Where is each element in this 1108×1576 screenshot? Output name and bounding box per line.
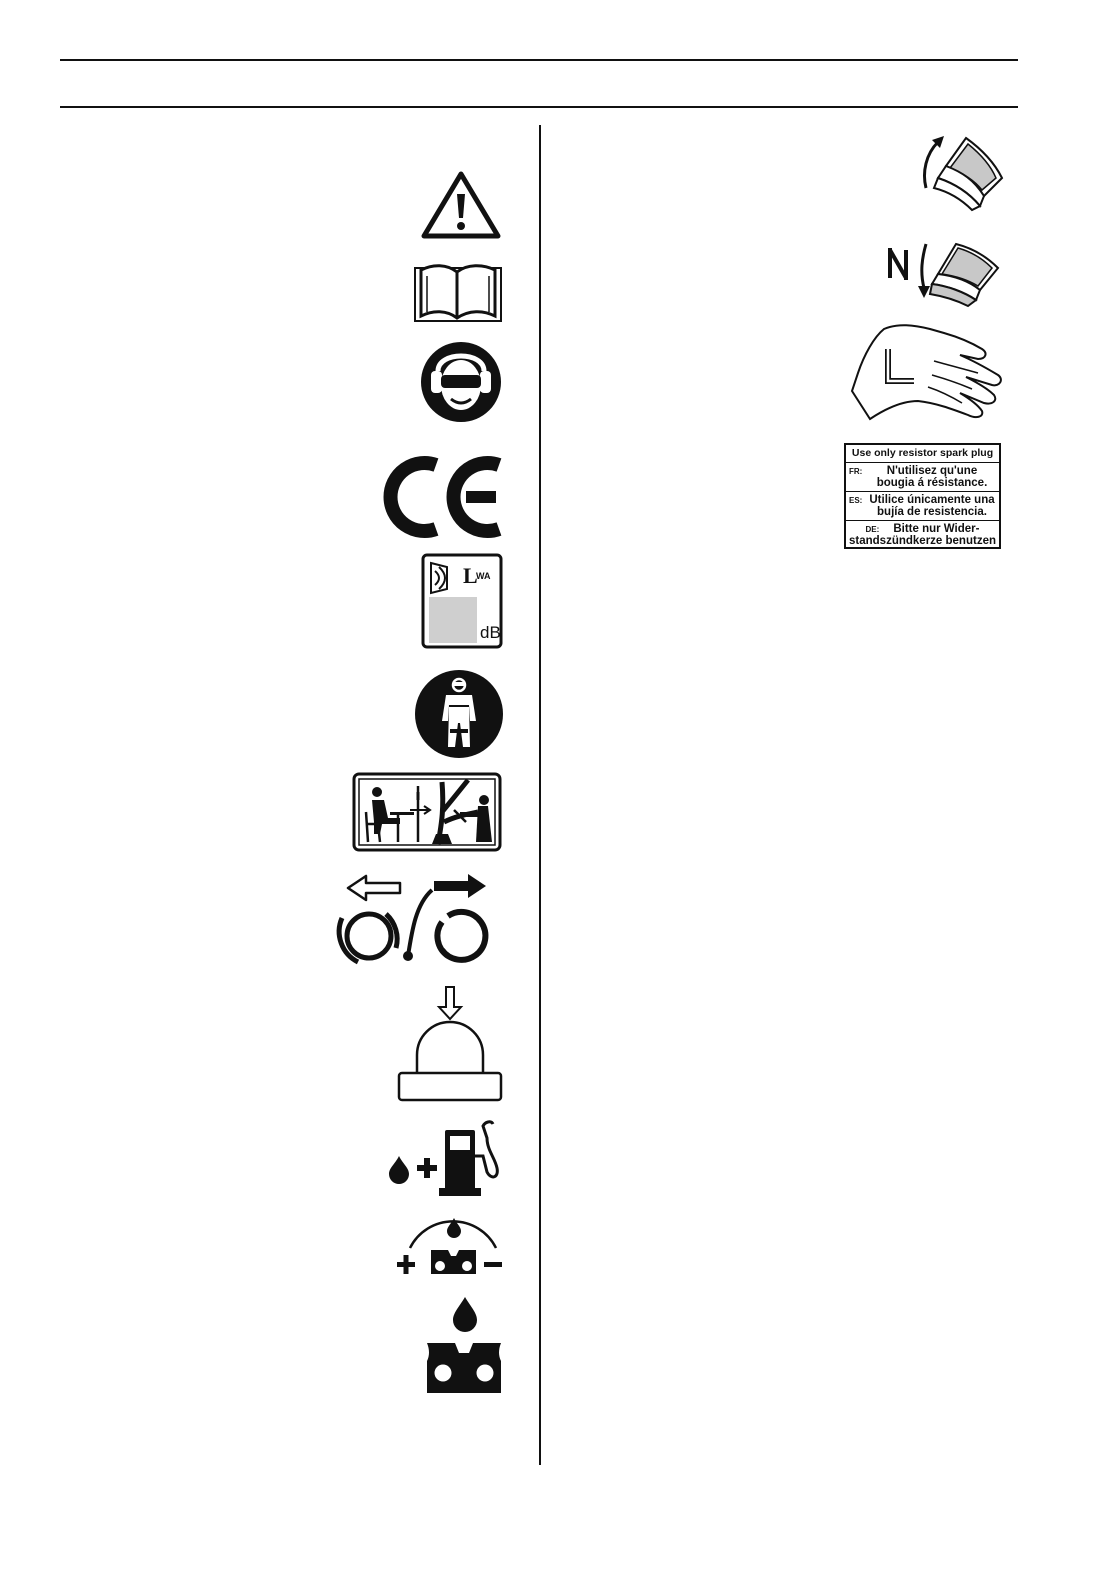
ce-mark-icon: [380, 455, 504, 539]
language-code: FR:: [849, 467, 863, 477]
chain-oil-adjust-icon: [394, 1208, 504, 1278]
spark-plug-label-row-es: [846, 492, 999, 521]
noise-level-icon: [421, 553, 503, 649]
fuel-oil-mixture-icon: [387, 1116, 505, 1198]
header-top-rule: [60, 59, 1018, 61]
choke-on-icon: [914, 132, 1006, 214]
label-line: bujía de resistencia.: [877, 506, 987, 519]
chain-oil-icon: [425, 1295, 503, 1395]
chain-brake-icon: [330, 870, 504, 966]
language-code: ES:: [849, 496, 863, 506]
noise-unit-label: dB: [480, 623, 501, 642]
label-line: N'utilisez qu'une: [886, 465, 978, 478]
label-line: bougia á résistance.: [876, 477, 988, 490]
read-manual-icon: [413, 260, 503, 324]
protective-gloves-icon: [848, 321, 1004, 425]
spark-plug-label-row-de: [846, 521, 999, 549]
protective-clothing-icon: [414, 669, 504, 759]
spark-plug-label-row-fr: [846, 463, 999, 492]
noise-lwa-label: L: [463, 563, 478, 588]
noise-lwa-subscript: WA: [476, 571, 491, 581]
primer-bulb-icon: [397, 985, 503, 1103]
label-line: Utilice únicamente una: [869, 494, 995, 507]
column-divider: [539, 125, 541, 1465]
warning-icon: [420, 170, 502, 240]
ear-eye-protection-icon: [420, 341, 502, 423]
spark-plug-label-heading: Use only resistor spark plug: [846, 445, 999, 463]
language-code: DE:: [865, 525, 880, 535]
header-bottom-rule: [60, 106, 1018, 108]
trained-users-only-icon: [352, 772, 502, 852]
label-line: standszündkerze benutzen: [849, 535, 996, 548]
choke-off-icon: [886, 228, 1004, 308]
label-line: Bitte nur Wider-: [893, 523, 980, 536]
spark-plug-label: [844, 443, 1001, 549]
